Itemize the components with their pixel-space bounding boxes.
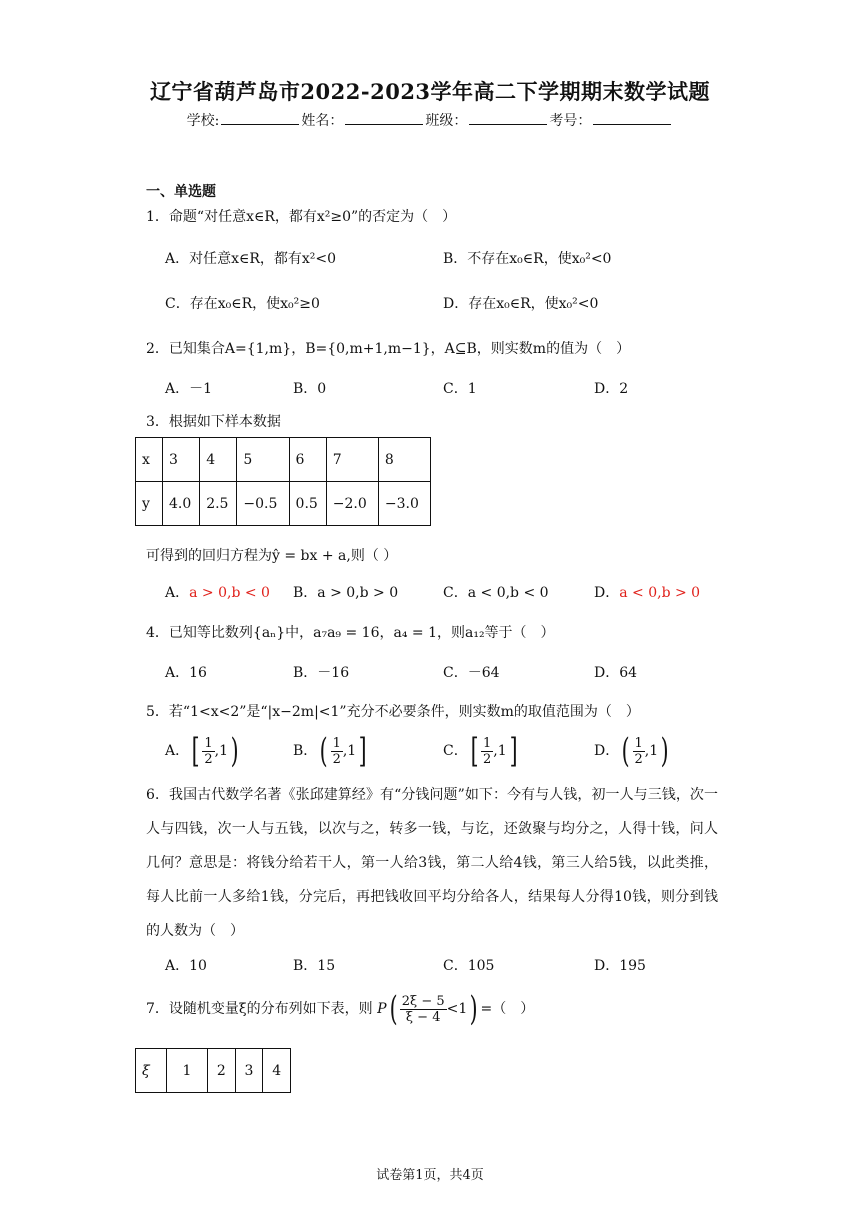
right-bracket: ]: [509, 731, 518, 771]
table-cell: −3.0: [378, 482, 430, 526]
q7-stem: [146, 989, 535, 1029]
school-label: 学校:: [186, 113, 220, 129]
q6-option-a: A．10: [165, 958, 207, 974]
numerator: 2ξ − 5: [401, 993, 445, 1009]
denominator: 2: [204, 751, 213, 767]
q2-option-b: B．0: [293, 381, 327, 397]
q5-option-c: [443, 731, 520, 771]
q5-option-b: [293, 731, 369, 771]
q4-option-d: D．64: [594, 665, 638, 681]
table-cell: x: [136, 438, 163, 482]
q4-option-a: A．16: [165, 665, 207, 681]
table-cell: 2: [208, 1049, 236, 1093]
table-cell: ξ: [136, 1049, 167, 1093]
probability-symbol: P: [377, 1001, 387, 1017]
page-footer: 试卷第1页，共4页: [376, 1168, 484, 1183]
option-label: D．: [594, 585, 620, 601]
student-info-line: [0, 110, 860, 130]
table-cell: −2.0: [326, 482, 378, 526]
q1-option-c: C．存在x₀∈R，使x₀²≥0: [165, 296, 320, 312]
q4-stem: 4．已知等比数列{aₙ}中，a₇a₉ = 16，a₄ = 1，则a₁₂等于（ ）: [146, 625, 555, 641]
q7-stem-post: =（ ）: [480, 1001, 535, 1017]
denominator: 2: [332, 751, 341, 767]
q3-option-c: [443, 582, 549, 602]
q3-option-a: [165, 582, 270, 602]
right-bracket: ): [660, 731, 669, 771]
interval-tail: ,1: [493, 743, 507, 759]
option-text: a > 0,b > 0: [317, 585, 399, 601]
option-label: B．: [293, 743, 318, 759]
fraction: [633, 736, 645, 767]
table-cell: 7: [326, 438, 378, 482]
option-label: C．: [443, 743, 468, 759]
q7-distribution-table: [135, 1048, 291, 1093]
number-label: 考号：: [549, 113, 592, 129]
interval-tail: ,1: [214, 743, 229, 759]
relation: <1: [446, 1001, 468, 1017]
fraction: [481, 736, 493, 767]
q3-row-x: [136, 438, 431, 482]
table-cell: 1: [167, 1049, 208, 1093]
interval-tail: ,1: [644, 743, 659, 759]
denominator: 2: [634, 751, 643, 767]
number-blank: [593, 112, 671, 125]
table-cell: 0.5: [289, 482, 326, 526]
table-cell: −0.5: [237, 482, 289, 526]
left-bracket: [: [470, 731, 479, 771]
table-row: [136, 1049, 291, 1093]
table-cell: y: [136, 482, 163, 526]
q6-option-b: B．15: [293, 958, 336, 974]
q1-option-a: A．对任意x∈R，都有x²<0: [165, 251, 337, 267]
name-blank: [345, 112, 423, 125]
q3-regression-line: 可得到的回归方程为ŷ = bx + a,则（ ）: [146, 548, 398, 564]
page-title: 辽宁省葫芦岛市2022-2023学年高二下学期期末数学试题: [149, 79, 711, 104]
interval-tail: ,1: [342, 743, 357, 759]
option-text: a < 0,b > 0: [619, 585, 701, 601]
name-label: 姓名：: [301, 113, 344, 129]
option-label: C．: [443, 585, 468, 601]
left-bracket: (: [621, 731, 630, 771]
class-blank: [469, 112, 547, 125]
q2-option-a: A．－1: [165, 381, 213, 397]
section-heading: 一、单选题: [146, 184, 216, 200]
option-text: a < 0,b < 0: [467, 585, 549, 601]
fraction: [331, 736, 343, 767]
q3-sample-table: [135, 437, 431, 526]
class-label: 班级：: [425, 113, 468, 129]
right-bracket: ]: [358, 731, 367, 771]
q4-option-b: B．－16: [293, 665, 350, 681]
q4-option-c: C．－64: [443, 665, 500, 681]
q3-stem: 3．根据如下样本数据: [146, 414, 281, 430]
table-cell: 4: [263, 1049, 291, 1093]
q2-stem: 2．已知集合A={1,m}，B={0,m+1,m−1}，A⊆B，则实数m的值为（ ）: [146, 341, 631, 357]
q2-option-d: D．2: [594, 381, 629, 397]
q6-paragraph: 6．我国古代数学名著《张邱建算经》有“分钱问题”如下：今有与人钱，初一人与三钱，次一人与四钱，次一人与五钱，以次与之，转多一钱，与讫，还敛聚与均分之，人得十钱，问人几何？意思是：将钱分给若干人，第一人给3钱，第二人给4钱，第三人给5钱，以此类推，每人比前一人多给1钱，分完后，再把钱收回平均分给各人，结果每人分得10钱，则分到钱的人数为（ ）: [146, 787, 718, 939]
table-cell: 3: [235, 1049, 263, 1093]
left-paren: (: [389, 989, 398, 1029]
option-label: B．: [293, 585, 318, 601]
q1-stem: 1．命题“对任意x∈R，都有x²≥0”的否定为（ ）: [146, 209, 457, 225]
left-bracket: (: [319, 731, 328, 771]
q5-option-a: [165, 731, 241, 771]
q2-option-c: C．1: [443, 381, 477, 397]
fraction: [202, 736, 214, 767]
option-label: A．: [165, 743, 190, 759]
table-cell: 8: [378, 438, 430, 482]
q5-stem: 5．若“1<x<2”是“|x−2m|<1”充分不必要条件，则实数m的取值范围为（ ）: [146, 704, 640, 720]
q5-option-d: [594, 731, 671, 771]
table-cell: 5: [237, 438, 289, 482]
option-label: D．: [594, 743, 620, 759]
numerator: 1: [204, 735, 213, 751]
denominator: ξ − 4: [405, 1009, 441, 1025]
right-paren: ): [469, 989, 478, 1029]
q3-option-b: [293, 582, 398, 602]
q7-stem-pre: 7．设随机变量ξ的分布列如下表，则: [146, 1001, 373, 1017]
option-label: A．: [165, 585, 190, 601]
q3-option-d: [594, 582, 700, 602]
q6-option-d: D．195: [594, 958, 646, 974]
fraction: [400, 994, 447, 1025]
q6-option-c: C．105: [443, 958, 495, 974]
table-cell: 2.5: [200, 482, 237, 526]
right-bracket: ): [230, 731, 239, 771]
q1-option-d: D．存在x₀∈R，使x₀²<0: [443, 296, 599, 312]
option-text: a > 0,b < 0: [189, 585, 270, 601]
q1-option-b: B．不存在x₀∈R，使x₀²<0: [443, 251, 612, 267]
numerator: 1: [332, 735, 341, 751]
table-cell: 4: [200, 438, 237, 482]
denominator: 2: [482, 751, 492, 767]
left-bracket: [: [191, 731, 200, 771]
table-cell: 4.0: [163, 482, 200, 526]
numerator: 1: [634, 735, 643, 751]
school-blank: [221, 112, 299, 125]
table-cell: 6: [289, 438, 326, 482]
q3-row-y: [136, 482, 431, 526]
table-cell: 3: [163, 438, 200, 482]
numerator: 1: [482, 735, 492, 751]
